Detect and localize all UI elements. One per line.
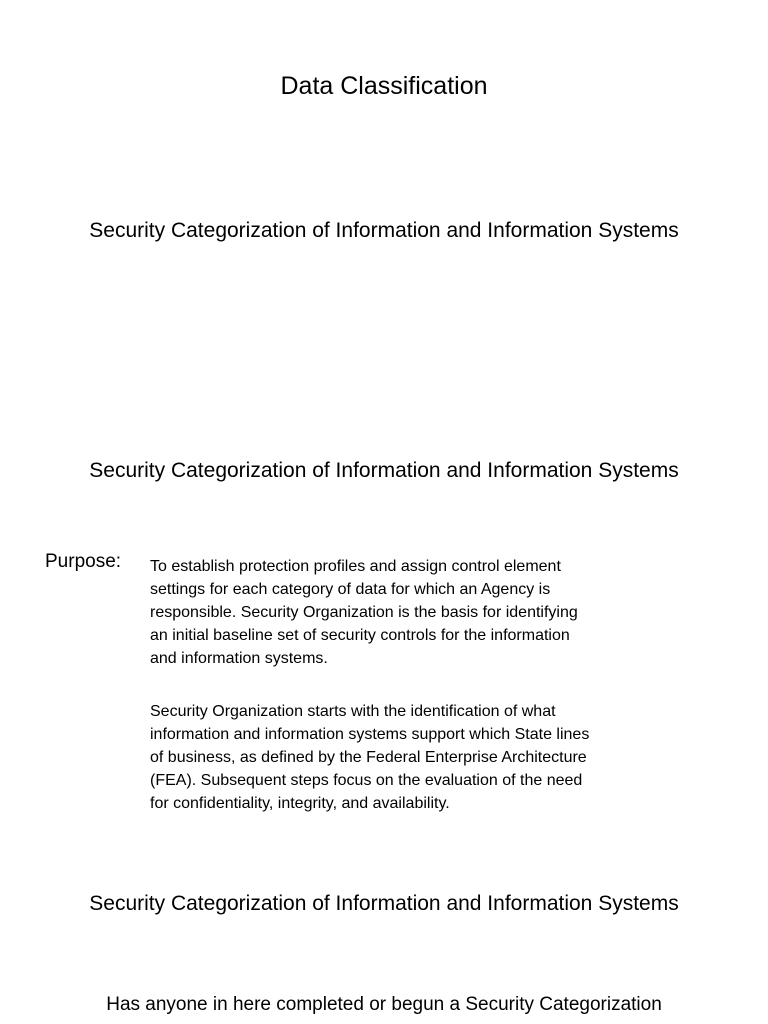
paragraph-line: (FEA). Subsequent steps focus on the evaluation of the need — [150, 772, 583, 789]
paragraph-line: To establish protection profiles and assign control element — [150, 558, 561, 575]
purpose-paragraph — [150, 555, 650, 670]
question-text: Has anyone in here completed or begun a Security Categorization — [106, 994, 662, 1015]
paragraph-line: an initial baseline set of security controls for the information — [150, 627, 570, 644]
document-title: Data Classification — [280, 72, 488, 100]
slide-heading: Security Categorization of Information and Information Systems — [89, 219, 679, 242]
paragraph-line: of business, as defined by the Federal Enterprise Architecture — [150, 749, 587, 766]
slide-heading: Security Categorization of Information and Information Systems — [89, 892, 679, 915]
paragraph-line: and information systems. — [150, 650, 328, 667]
paragraph-line: Security Organization starts with the identification of what — [150, 703, 556, 720]
paragraph-line: responsible. Security Organization is the basis for identifying — [150, 604, 578, 621]
purpose-label: Purpose: — [45, 551, 122, 572]
paragraph-line: for confidentiality, integrity, and availability. — [150, 795, 450, 812]
paragraph-line: settings for each category of data for which an Agency is — [150, 581, 551, 598]
paragraph-line: information and information systems support which State lines — [150, 726, 590, 743]
organization-paragraph — [150, 700, 650, 815]
slide-heading: Security Categorization of Information and Information Systems — [89, 459, 679, 482]
